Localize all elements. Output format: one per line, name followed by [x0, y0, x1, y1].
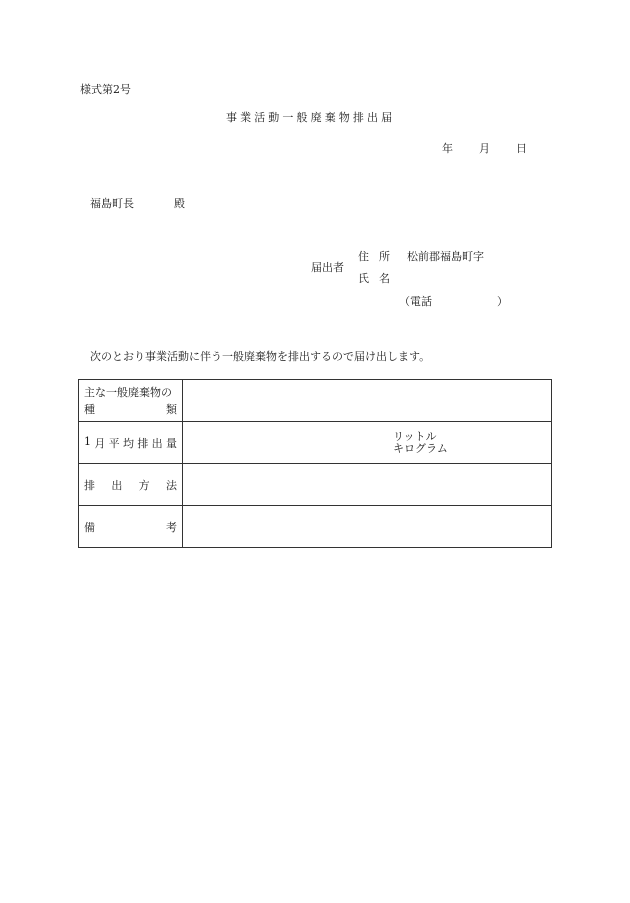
unit-liter: リットル [393, 429, 437, 443]
disposal-method-label [79, 464, 183, 506]
monthly-average-label [79, 422, 183, 464]
addressee-honorific: 殿 [174, 197, 185, 210]
label-char: 出 [111, 478, 123, 492]
waste-type-field[interactable] [183, 380, 552, 422]
table-row [79, 380, 552, 422]
waste-type-label-line2 [84, 401, 177, 418]
waste-type-label [79, 380, 183, 422]
monthly-average-field[interactable] [183, 422, 552, 464]
date-row [442, 143, 527, 154]
phone-label: （電話 [399, 295, 432, 308]
remarks-field[interactable] [183, 506, 552, 548]
table-row [79, 464, 552, 506]
table-row [79, 506, 552, 548]
phone-close-paren: ） [497, 295, 508, 308]
waste-type-label-line1: 主な一般廃棄物の [84, 385, 172, 399]
label-char: 均 [122, 436, 134, 450]
label-char: 考 [166, 520, 177, 534]
label-char: 出 [151, 436, 163, 450]
label-char: 種 [84, 402, 95, 416]
date-month-label: 月 [479, 142, 490, 155]
intro-text: 次のとおり事業活動に伴う一般廃棄物を排出するので届け出します。 [90, 350, 431, 363]
label-char: 月 [94, 436, 106, 450]
addressee-name: 福島町長 [90, 197, 134, 210]
address-label [358, 251, 390, 262]
addressee [90, 198, 185, 209]
label-char: 排 [137, 436, 149, 450]
label-char: 方 [138, 478, 150, 492]
remarks-label [79, 506, 183, 548]
name-label-char: 名 [379, 272, 390, 285]
applicant-label: 届出者 [311, 261, 344, 274]
unit-labels [393, 431, 551, 455]
unit-kilogram: キログラム [393, 441, 448, 455]
waste-table [78, 379, 552, 548]
name-label [358, 273, 390, 284]
label-char: 排 [84, 478, 95, 492]
label-char: 法 [165, 478, 177, 492]
address-label-char: 住 [358, 250, 369, 263]
label-char: 備 [84, 520, 95, 534]
address-value: 松前郡福島町字 [407, 250, 484, 263]
label-char: 平 [108, 436, 120, 450]
disposal-method-field[interactable] [183, 464, 552, 506]
label-char: 1 [84, 434, 91, 448]
form-title: 事業活動一般廃棄物排出届 [226, 111, 396, 124]
address-label-char: 所 [379, 250, 390, 263]
date-year-label: 年 [442, 142, 453, 155]
label-char: 量 [165, 436, 177, 450]
table-row [79, 422, 552, 464]
form-number: 様式第2号 [80, 83, 131, 96]
label-char: 類 [166, 402, 177, 416]
date-day-label: 日 [516, 142, 527, 155]
name-label-char: 氏 [358, 272, 369, 285]
